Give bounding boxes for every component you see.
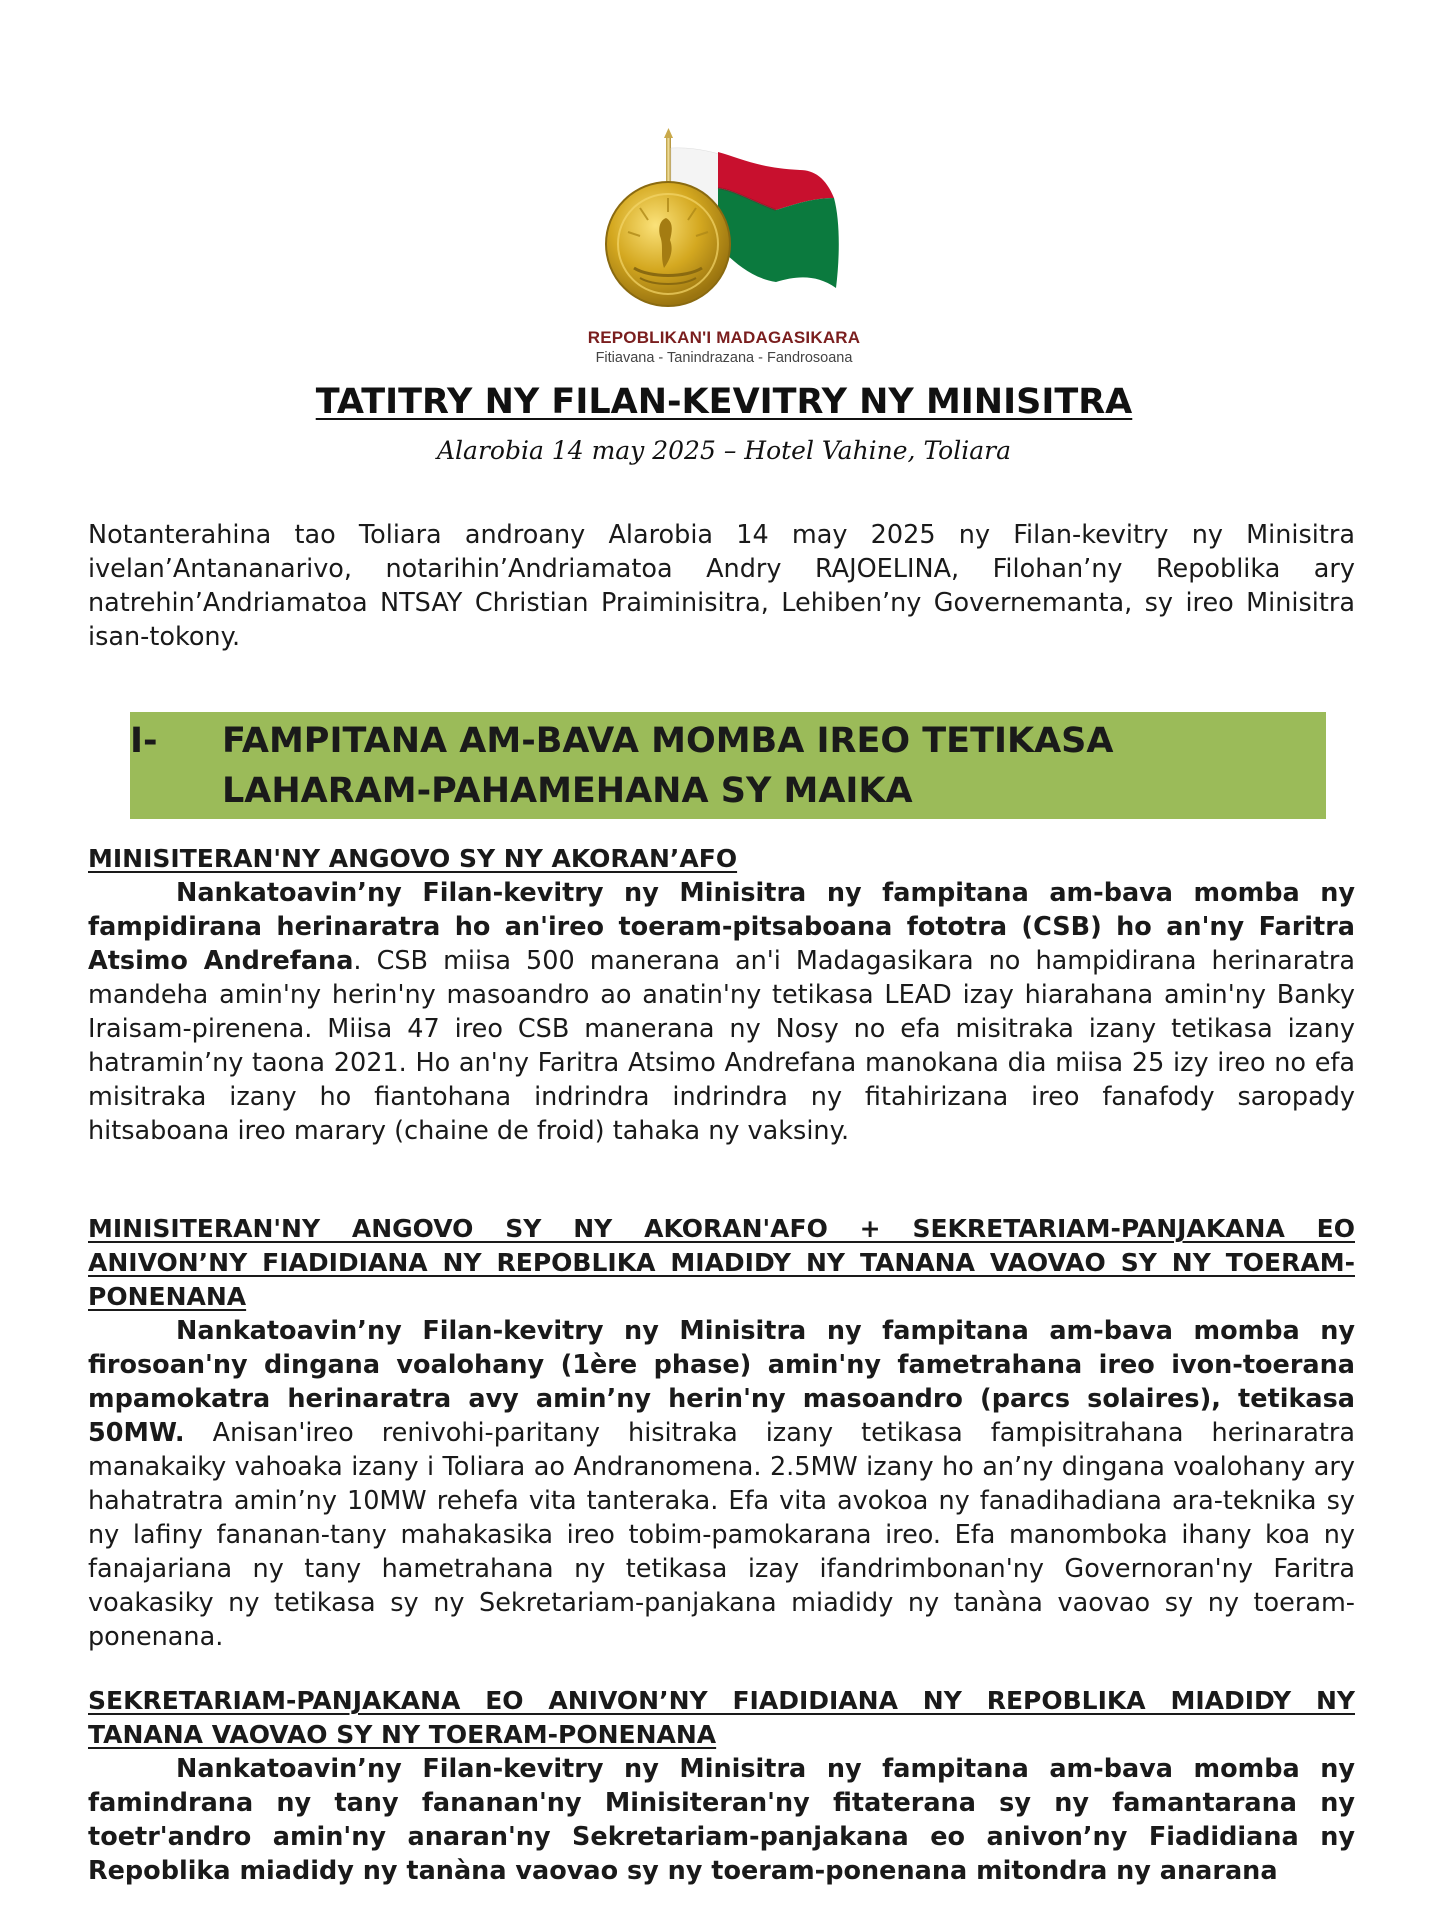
logo-title: REPOBLIKAN'I MADAGASIKARA — [587, 328, 861, 347]
item-heading-2: MINISITERAN'NY ANGOVO SY NY AKORAN'AFO + SEKRETARIAM-PANJAKANA EO ANIVON’NY FIADIDIANA NY REPOBLIKA MIADIDY NY TANANA VAOVAO SY NY TOERAM-PONENANA — [88, 1214, 1355, 1311]
section-banner — [130, 712, 1326, 819]
item-text-2: Anisan'ireo renivohi-paritany hisitraka izany tetikasa fampisitrahana herinaratra manakaiky vahoaka izany i Toliara ao Andranomena. 2.5MW izany ho an’ny dingana voalohany ary hahatratra amin’ny 10MW rehefa vita tanteraka. Efa vita avokoa ny fanadihadiana ara-teknika sy ny lafiny fananan-tany mahakasika ireo tobim-pamokarana ireo. Efa manomboka ihany koa ny fanajariana ny tany hametrahana ny tetikasa izay ifandrimbonan'ny Governoran'ny Faritra voakasiky ny tetikasa sy ny Sekretariam-panjakana miadidy ny tanàna vaovao sy ny toeram-ponenana. — [88, 1418, 1355, 1652]
section-number: I- — [130, 721, 158, 761]
logo-motto: Fitiavana - Tanindrazana - Fandrosoana — [595, 350, 853, 366]
item-bold-text-1: Nankatoavin’ny Filan-kevitry ny Minisitra ny fampitana am-bava momba ny fampidirana herinaratra ho an'ireo toeram-pitsaboana fototra (CSB) ho an'ny Faritra Atsimo Andrefana — [88, 878, 1355, 976]
flag-seal-icon — [600, 128, 860, 328]
document-title: TATITRY NY FILAN-KEVITRY NY MINISITRA — [315, 382, 1133, 422]
item-paragraph-2 — [88, 1314, 1355, 1654]
item-heading-3: SEKRETARIAM-PANJAKANA EO ANIVON’NY FIADIDIANA NY REPOBLIKA MIADIDY NY TANANA VAOVAO SY NY TOERAM-PONENANA — [88, 1686, 1355, 1749]
item-paragraph-1 — [88, 876, 1355, 1148]
item-text-1: . CSB miisa 500 manerana an'i Madagasikara no hampidirana herinaratra mandeha amin'ny herin'ny masoandro ao anatin'ny tetikasa LEAD izay hiarahana amin'ny Banky Iraisam-pirenena. Miisa 47 ireo CSB manerana ny Nosy no efa misitraka izany tetikasa izany hatramin’ny taona 2021. Ho an'ny Faritra Atsimo Andrefana manokana dia miisa 25 izy ireo no efa misitraka izany ho fiantohana indrindra indrindra ny fitahirizana ireo fanafody saropady hitsaboana ireo marary (chaine de froid) tahaka ny vaksiny. — [88, 946, 1355, 1146]
item-heading-1: MINISITERAN'NY ANGOVO SY NY AKORAN’AFO — [88, 844, 738, 873]
item-paragraph-3 — [88, 1752, 1355, 1888]
intro-paragraph: Notanterahina tao Toliara androany Alarobia 14 may 2025 ny Filan-kevitry ny Minisitra ivelan’Antananarivo, notarihin’Andriamatoa Andry RAJOELINA, Filohan’ny Repoblika ary natrehin’Andriamatoa NTSAY Christian Praiminisitra, Lehiben’ny Governemanta, sy ireo Minisitra isan-tokony. — [88, 520, 1355, 652]
item-bold-text-2: Nankatoavin’ny Filan-kevitry ny Minisitra ny fampitana am-bava momba ny firosoan'ny dingana voalohany (1ère phase) amin'ny fametrahana ireo ivon-toerana mpamokatra herinaratra avy amin’ny herin'ny masoandro (parcs solaires), tetikasa 50MW. — [88, 1316, 1355, 1448]
document-subtitle: Alarobia 14 may 2025 – Hotel Vahine, Toliara — [437, 436, 1011, 465]
section-title: FAMPITANA AM-BAVA MOMBA IREO TETIKASA LAHARAM-PAHAMEHANA SY MAIKA — [222, 721, 1114, 811]
item-bold-text-3: Nankatoavin’ny Filan-kevitry ny Minisitra ny fampitana am-bava momba ny famindrana ny tany fananan'ny Minisiteran'ny fitaterana sy ny famantarana ny toetr'andro amin'ny anaran'ny Sekretariam-panjakana eo anivon’ny Fiadidiana ny Repoblika miadidy ny tanàna vaovao sy ny toeram-ponenana mitondra ny anarana — [88, 1754, 1355, 1886]
